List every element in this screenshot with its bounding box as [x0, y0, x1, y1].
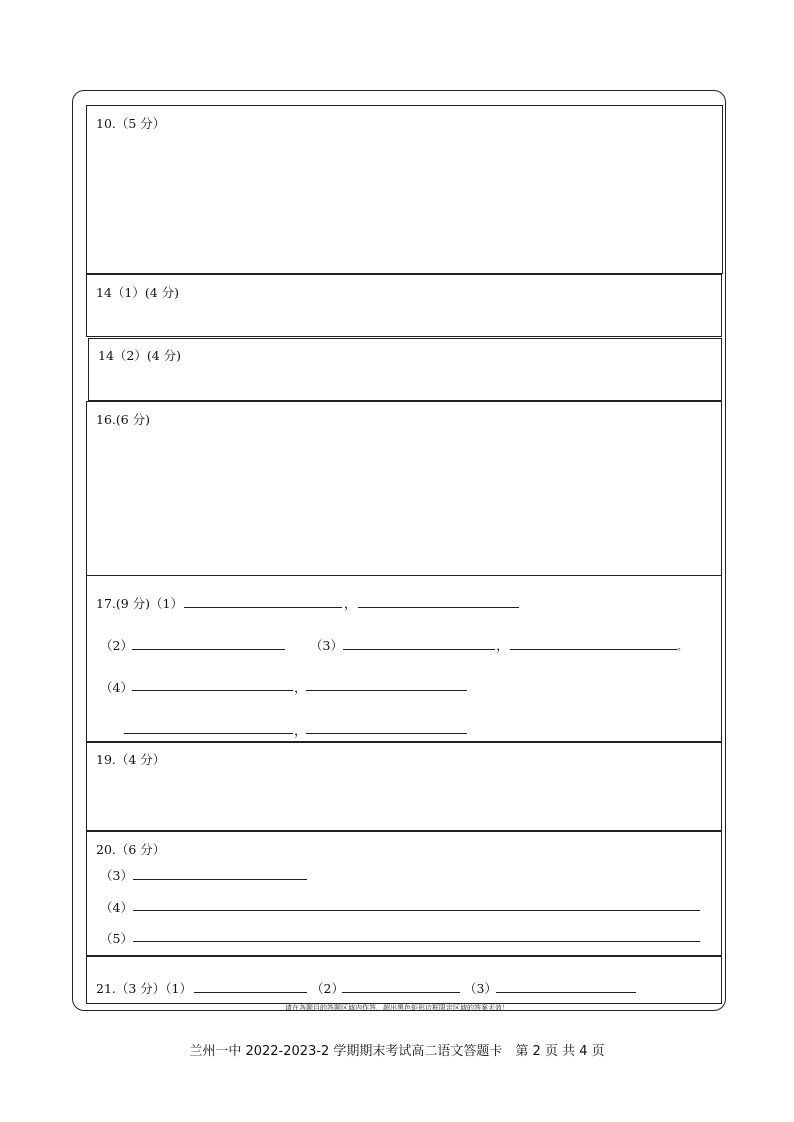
q21-2-blank[interactable] [342, 992, 460, 993]
q20-5-blank[interactable] [133, 941, 700, 942]
q20-3-blank[interactable] [133, 879, 307, 880]
q21-3-label: （3） [464, 981, 497, 996]
q17-4-label: （4） [100, 680, 133, 695]
q21-2-label: （2） [311, 981, 344, 996]
q14-1-answer-box[interactable] [86, 274, 722, 337]
q17-4-comma-a: ， [294, 681, 308, 696]
q21-3-blank[interactable] [496, 992, 636, 993]
q14-2-label: 14（2）(4 分) [98, 348, 182, 363]
q17-4-blank-c[interactable] [124, 733, 293, 734]
q20-4-label: （4） [100, 900, 133, 915]
q17-3-comma: ， [496, 639, 510, 654]
q17-3-label: （3） [310, 638, 343, 653]
q17-1-blank-b[interactable] [358, 607, 519, 608]
q10-label: 10.（5 分） [96, 116, 166, 131]
q16-answer-box[interactable] [86, 401, 722, 576]
q17-3-period: 。 [677, 642, 687, 653]
q20-3-label: （3） [100, 868, 133, 883]
q17-3-blank-a[interactable] [343, 649, 495, 650]
q17-1-comma: ， [344, 597, 358, 612]
q17-4-blank-b[interactable] [306, 690, 467, 691]
q17-label: 17.(9 分)（1） [96, 596, 184, 611]
answer-area-notice: 请在各题目的答题区域内作答，超出黑色矩形边框限定区域的答案无效！ [285, 1004, 509, 1012]
q19-answer-box[interactable] [86, 742, 722, 831]
q17-4-comma-b: ， [294, 724, 308, 739]
q17-2-blank[interactable] [132, 649, 285, 650]
q14-2-answer-box[interactable] [88, 338, 722, 401]
q17-2-label: （2） [100, 638, 133, 653]
q14-1-label: 14（1）(4 分) [96, 285, 180, 300]
q20-label: 20.（6 分） [96, 842, 166, 857]
q17-1-blank-a[interactable] [184, 607, 342, 608]
q16-label: 16.(6 分) [96, 412, 151, 427]
q10-answer-box[interactable] [86, 105, 723, 274]
q21-1-blank[interactable] [194, 992, 307, 993]
q21-label: 21.（3 分）（1） [96, 981, 193, 996]
q17-3-blank-b[interactable] [510, 649, 677, 650]
q17-4-blank-d[interactable] [306, 733, 467, 734]
q19-label: 19.（4 分） [96, 752, 166, 767]
page-footer: 兰州一中 2022-2023-2 学期期末考试高二语文答题卡 第 2 页 共 4 页 [189, 1044, 605, 1059]
q20-5-label: （5） [100, 931, 133, 946]
q17-4-blank-a[interactable] [132, 690, 293, 691]
q20-answer-box [86, 831, 722, 956]
q20-4-blank[interactable] [133, 910, 700, 911]
